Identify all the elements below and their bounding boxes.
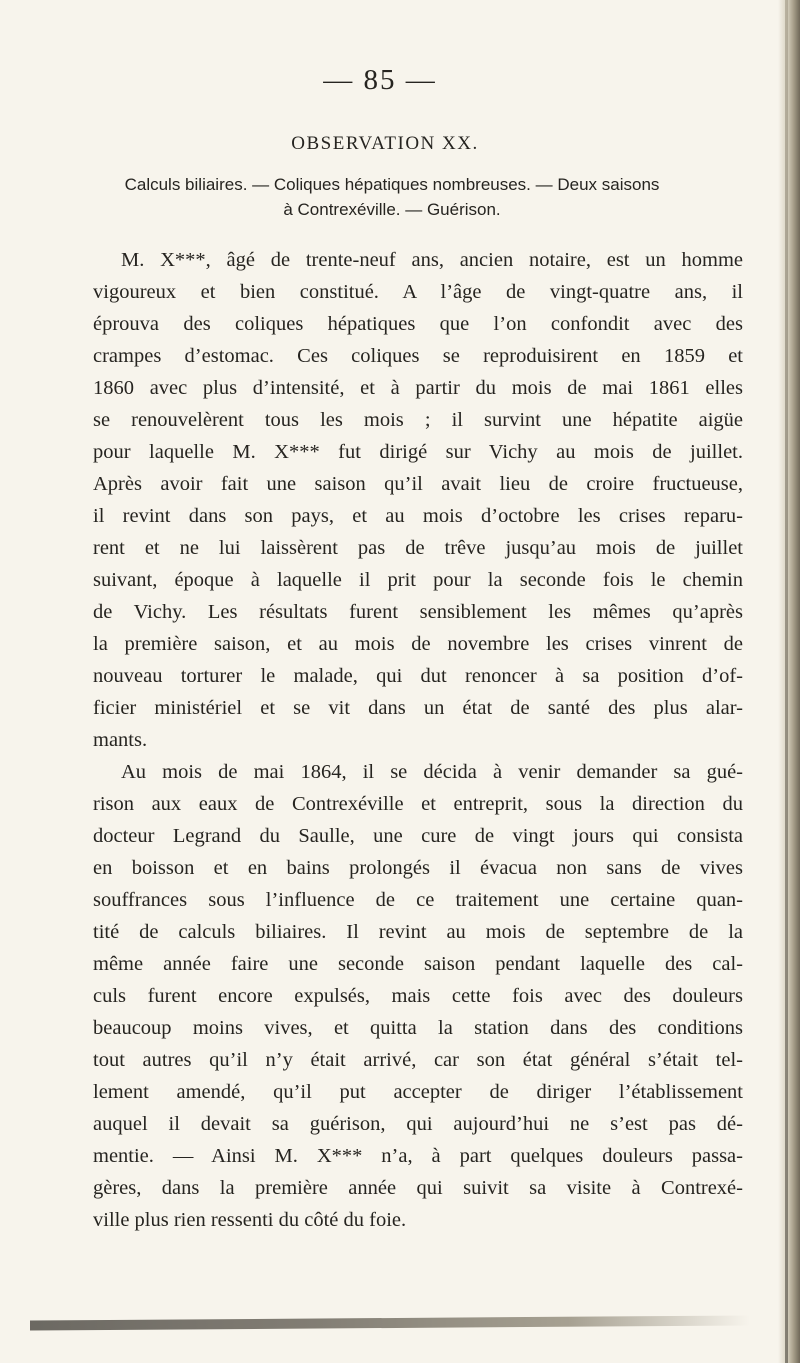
body-text	[93, 244, 743, 1236]
body-line: rent et ne lui laissèrent pas de trêve jusqu’au mois de juillet	[93, 537, 743, 559]
page-edge-line	[785, 0, 788, 1363]
body-line: lement amendé, qu’il put accepter de diriger l’établissement	[93, 1081, 743, 1103]
body-line: tout autres qu’il n’y était arrivé, car son état général s’était tel-	[93, 1049, 743, 1071]
body-line: Après avoir fait une saison qu’il avait lieu de croire fructueuse,	[93, 473, 743, 495]
body-line: en boisson et en bains prolongés il évacua non sans de vives	[93, 857, 743, 879]
body-line: suivant, époque à laquelle il prit pour la seconde fois le chemin	[93, 569, 743, 591]
body-line: ville plus rien ressenti du côté du foie.	[93, 1209, 407, 1231]
body-line: crampes d’estomac. Ces coliques se reproduisirent en 1859 et	[93, 345, 743, 367]
body-line: il revint dans son pays, et au mois d’octobre les crises reparu-	[93, 505, 743, 527]
body-line: mentie. — Ainsi M. X*** n’a, à part quelques douleurs passa-	[93, 1145, 743, 1167]
bottom-edge-shadow	[30, 1315, 750, 1330]
body-line: éprouva des coliques hépatiques que l’on confondit avec des	[93, 313, 743, 335]
body-line: rison aux eaux de Contrexéville et entreprit, sous la direction du	[93, 793, 743, 815]
body-line: mants.	[93, 729, 148, 751]
body-line: gères, dans la première année qui suivit sa visite à Contrexé-	[93, 1177, 743, 1199]
body-line: souffrances sous l’influence de ce traitement une certaine quan-	[93, 889, 743, 911]
body-line: se renouvelèrent tous les mois ; il survint une hépatite aigüe	[93, 409, 743, 431]
body-line: la première saison, et au mois de novembre les crises vinrent de	[93, 633, 743, 655]
body-line: 1860 avec plus d’intensité, et à partir du mois de mai 1861 elles	[93, 377, 743, 399]
body-line: docteur Legrand du Saulle, une cure de vingt jours qui consista	[93, 825, 743, 847]
body-line: Au mois de mai 1864, il se décida à venir demander sa gué-	[121, 761, 743, 783]
page-number: — 85 —	[323, 64, 437, 96]
body-line: de Vichy. Les résultats furent sensiblement les mêmes qu’après	[93, 601, 743, 623]
body-line: M. X***, âgé de trente-neuf ans, ancien notaire, est un homme	[121, 249, 743, 271]
body-line: nouveau torturer le malade, qui dut renoncer à sa position d’of-	[93, 665, 743, 687]
body-line: pour laquelle M. X*** fut dirigé sur Vichy au mois de juillet.	[93, 441, 743, 463]
observation-title: OBSERVATION XX.	[291, 133, 479, 154]
body-line: ficier ministériel et se vit dans un état de santé des plus alar-	[93, 697, 743, 719]
subtitle-line-1: Calculs biliaires. — Coliques hépatiques nombreuses. — Deux saisons	[124, 175, 660, 194]
body-line: vigoureux et bien constitué. A l’âge de vingt-quatre ans, il	[93, 281, 743, 303]
body-line: tité de calculs biliaires. Il revint au mois de septembre de la	[93, 921, 743, 943]
body-line: auquel il devait sa guérison, qui aujourd’hui ne s’est pas dé-	[93, 1113, 743, 1135]
body-line: même année faire une seconde saison pendant laquelle des cal-	[93, 953, 743, 975]
body-line: beaucoup moins vives, et quitta la station dans des conditions	[93, 1017, 743, 1039]
subtitle-line-2: à Contrexéville. — Guérison.	[283, 200, 501, 219]
body-line: culs furent encore expulsés, mais cette fois avec des douleurs	[93, 985, 743, 1007]
